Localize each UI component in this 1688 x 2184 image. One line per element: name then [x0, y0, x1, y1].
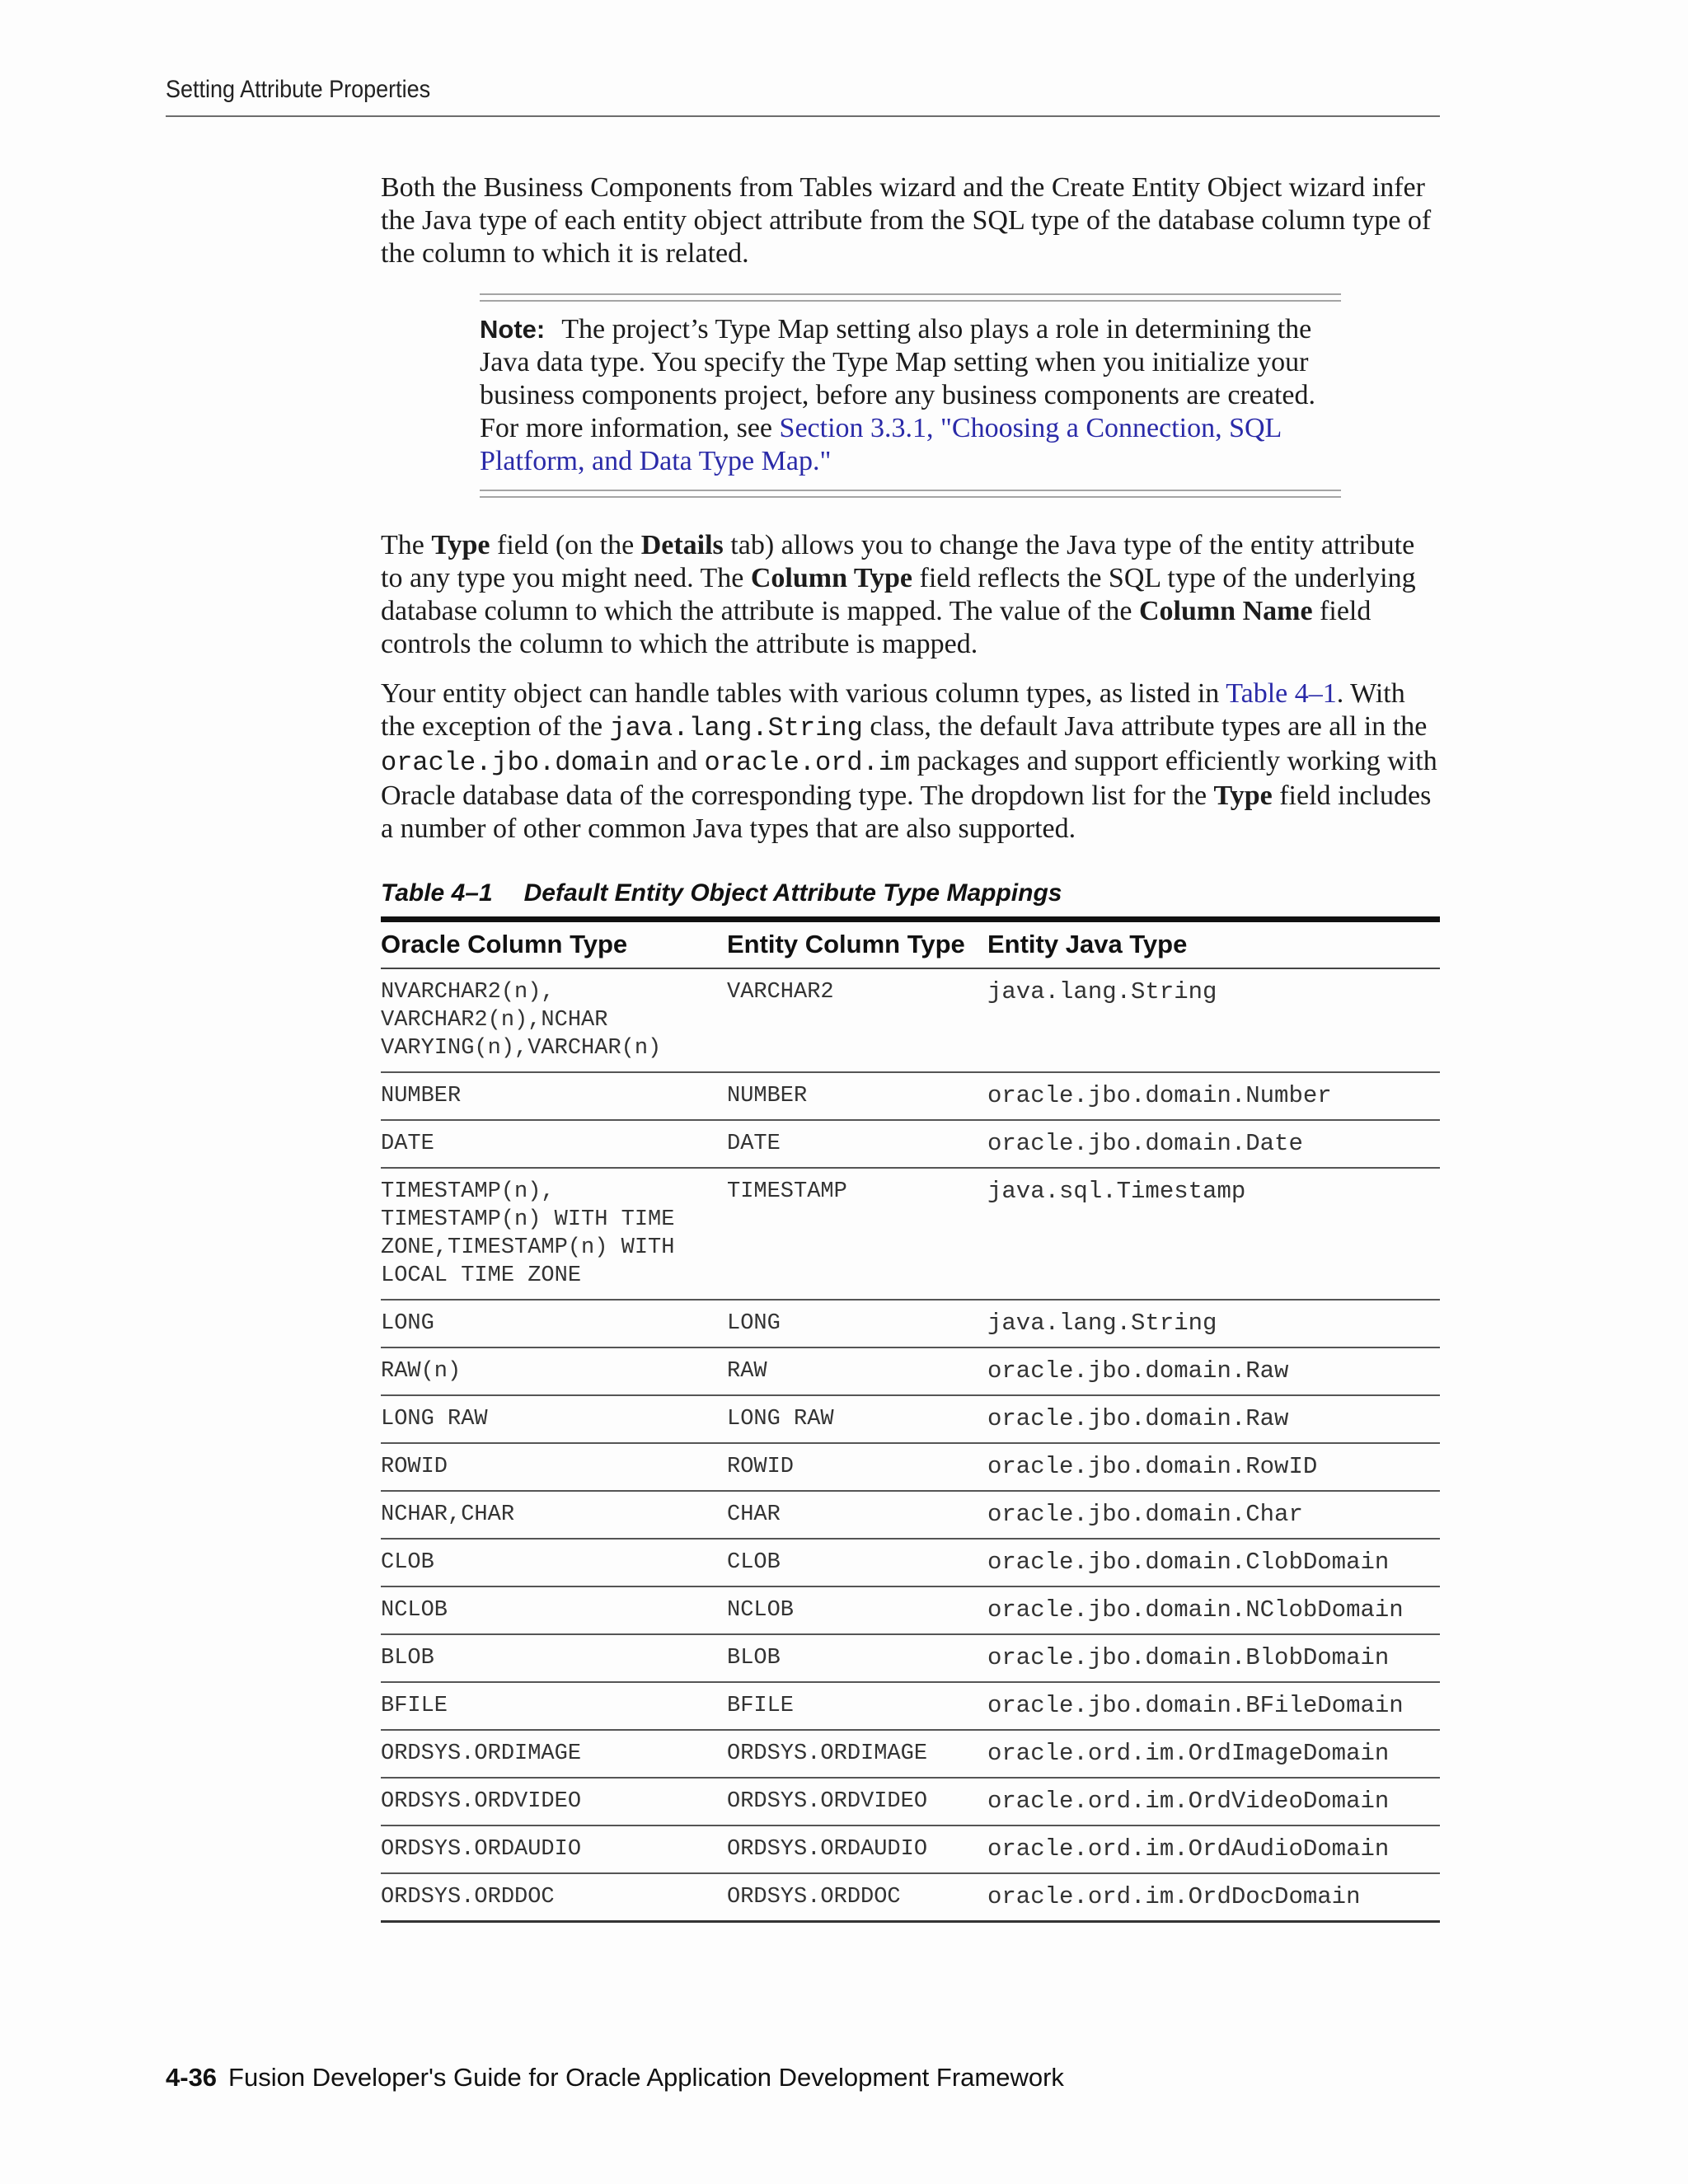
cell-entity-column-type: VARCHAR2 [727, 980, 834, 1005]
table-4-1-link[interactable]: Table 4–1 [1226, 678, 1337, 709]
running-header: Setting Attribute Properties [166, 76, 431, 103]
intro-paragraph: Both the Business Components from Tables wizard and the Create Entity Object wizard infer the Java type of each entity object attribute from the SQL type of the database column type of the column to which it is related. [381, 172, 1432, 269]
cell-entity-java-type: oracle.jbo.domain.Raw [987, 1405, 1289, 1432]
cell-entity-column-type: CLOB [727, 1550, 781, 1575]
code-term: oracle.jbo.domain [381, 748, 650, 778]
cell-oracle-column-type: ORDSYS.ORDDOC [381, 1885, 555, 1910]
header-entity-java-type: Entity Java Type [987, 930, 1188, 958]
table-caption [381, 879, 1440, 908]
cell-entity-column-type: CHAR [727, 1502, 781, 1527]
cell-entity-column-type: NUMBER [727, 1084, 808, 1108]
note-top-rule [480, 293, 1341, 302]
table-row [381, 1443, 1440, 1491]
page-body [381, 171, 1440, 1923]
text-run: field includes a number of other common Java types that are also supported. [381, 780, 1432, 844]
cell-entity-java-type: oracle.ord.im.OrdImageDomain [987, 1740, 1390, 1767]
table-row [381, 1072, 1440, 1120]
text-run: tab) allows you to change the Java type of the entity attribute to any type you might need. The [381, 530, 1415, 593]
cell-oracle-column-type: NUMBER [381, 1084, 462, 1108]
table-header-row [381, 920, 1440, 969]
cell-oracle-column-type: RAW(n) [381, 1359, 462, 1384]
bold-term: Details [640, 530, 724, 560]
cell-oracle-column-type: ORDSYS.ORDIMAGE [381, 1741, 582, 1766]
cell-entity-column-type: RAW [727, 1359, 767, 1384]
cell-oracle-column-type: TIMESTAMP(n), TIMESTAMP(n) WITH TIME ZONE,TIMESTAMP(n) WITH LOCAL TIME ZONE [381, 1179, 675, 1288]
cell-oracle-column-type: NVARCHAR2(n), VARCHAR2(n),NCHAR VARYING(n),VARCHAR(n) [381, 980, 662, 1061]
cell-oracle-column-type: ORDSYS.ORDVIDEO [381, 1789, 582, 1814]
table-row [381, 1778, 1440, 1825]
cell-entity-java-type: java.sql.Timestamp [987, 1178, 1246, 1205]
cell-entity-java-type: oracle.ord.im.OrdVideoDomain [987, 1788, 1390, 1815]
cell-entity-java-type: oracle.ord.im.OrdAudioDomain [987, 1835, 1390, 1863]
table-row [381, 968, 1440, 1072]
table-number: Table 4–1 [381, 879, 493, 907]
header-oracle-column-type: Oracle Column Type [381, 930, 628, 958]
table-row [381, 1120, 1440, 1168]
text-run: and [649, 746, 705, 776]
cell-entity-column-type: LONG [727, 1311, 781, 1336]
cell-oracle-column-type: NCLOB [381, 1598, 448, 1623]
text-run: field reflects the SQL type of the underlying database column to which the attribute is mapped. The value of the [381, 563, 1416, 626]
code-term: oracle.ord.im [704, 748, 911, 778]
cell-entity-java-type: oracle.jbo.domain.ClobDomain [987, 1549, 1390, 1576]
text-run: field controls the column to which the attribute is mapped. [381, 596, 1372, 659]
table-title: Default Entity Object Attribute Type Mappings [523, 879, 1062, 907]
text-run: class, the default Java attribute types are all in the [862, 711, 1428, 742]
page-footer [166, 2063, 1064, 2093]
cell-entity-java-type: java.lang.String [987, 978, 1217, 1005]
cell-entity-java-type: java.lang.String [987, 1310, 1217, 1337]
cell-oracle-column-type: ORDSYS.ORDAUDIO [381, 1837, 582, 1862]
table-row [381, 1825, 1440, 1873]
note-content [480, 302, 1341, 490]
cell-entity-column-type: TIMESTAMP [727, 1179, 847, 1204]
cell-entity-column-type: LONG RAW [727, 1407, 834, 1432]
table-row [381, 1539, 1440, 1586]
type-field-paragraph [381, 529, 1440, 661]
text-run: Your entity object can handle tables with various column types, as listed in [381, 678, 1226, 709]
cell-oracle-column-type: DATE [381, 1132, 434, 1156]
table-row [381, 1491, 1440, 1539]
bold-term: Type [431, 530, 490, 560]
table-row [381, 1873, 1440, 1922]
cell-entity-column-type: ORDSYS.ORDAUDIO [727, 1837, 928, 1862]
cell-entity-java-type: oracle.jbo.domain.Char [987, 1501, 1303, 1528]
note-bottom-rule [480, 490, 1341, 498]
table-row [381, 1682, 1440, 1730]
cell-entity-java-type: oracle.jbo.domain.Date [987, 1130, 1303, 1157]
cell-oracle-column-type: ROWID [381, 1455, 448, 1479]
cell-oracle-column-type: LONG [381, 1311, 434, 1336]
table-row [381, 1395, 1440, 1443]
table-row [381, 1347, 1440, 1395]
text-run: packages and support efficiently working with Oracle database data of the corresponding type. The dropdown list for the [381, 746, 1437, 811]
section-3-3-1-link[interactable]: Section 3.3.1, "Choosing a Connection, SQL Platform, and Data Type Map." [480, 413, 1282, 476]
cell-oracle-column-type: LONG RAW [381, 1407, 488, 1432]
cell-entity-column-type: ORDSYS.ORDDOC [727, 1885, 901, 1910]
text-run: The [381, 530, 432, 560]
cell-entity-column-type: BFILE [727, 1694, 795, 1718]
cell-entity-column-type: ORDSYS.ORDIMAGE [727, 1741, 928, 1766]
book-title: Fusion Developer's Guide for Oracle Application Development Framework [228, 2063, 1064, 2092]
table-row [381, 1730, 1440, 1778]
cell-entity-java-type: oracle.jbo.domain.NClobDomain [987, 1596, 1404, 1624]
cell-entity-column-type: ORDSYS.ORDVIDEO [727, 1789, 928, 1814]
bold-term: Column Name [1138, 596, 1313, 626]
code-term: java.lang.String [609, 713, 863, 743]
cell-entity-column-type: BLOB [727, 1646, 781, 1671]
header-entity-column-type: Entity Column Type [727, 930, 965, 958]
cell-entity-java-type: oracle.jbo.domain.Raw [987, 1357, 1289, 1385]
note-box [480, 293, 1341, 498]
bold-term: Type [1213, 780, 1273, 811]
cell-oracle-column-type: CLOB [381, 1550, 434, 1575]
cell-entity-java-type: oracle.jbo.domain.BlobDomain [987, 1644, 1390, 1671]
cell-entity-java-type: oracle.jbo.domain.RowID [987, 1453, 1318, 1480]
cell-entity-column-type: ROWID [727, 1455, 795, 1479]
note-text: The project’s Type Map setting also plays a role in determining the Java data type. You specify the Type Map setting when you initialize your business components project, before any business components are created. For more information, see [480, 314, 1316, 443]
table-row [381, 1168, 1440, 1300]
page-number: 4-36 [166, 2063, 218, 2092]
table-row [381, 1300, 1440, 1347]
column-types-paragraph [381, 677, 1440, 846]
cell-entity-java-type: oracle.ord.im.OrdDocDomain [987, 1883, 1361, 1910]
header-divider [166, 115, 1440, 117]
cell-entity-java-type: oracle.jbo.domain.Number [987, 1082, 1332, 1109]
text-run: . With the exception of the [381, 678, 1405, 742]
cell-entity-java-type: oracle.jbo.domain.BFileDomain [987, 1692, 1404, 1719]
cell-oracle-column-type: NCHAR,CHAR [381, 1502, 515, 1527]
cell-entity-column-type: NCLOB [727, 1598, 795, 1623]
table-row [381, 1586, 1440, 1634]
cell-oracle-column-type: BFILE [381, 1694, 448, 1718]
cell-entity-column-type: DATE [727, 1132, 781, 1156]
note-label: Note: [480, 315, 546, 344]
cell-oracle-column-type: BLOB [381, 1646, 434, 1671]
table-row [381, 1634, 1440, 1682]
bold-term: Column Type [750, 563, 913, 593]
type-mappings-table [381, 916, 1440, 1923]
table-body [381, 968, 1440, 1922]
text-run: field (on the [490, 530, 641, 560]
